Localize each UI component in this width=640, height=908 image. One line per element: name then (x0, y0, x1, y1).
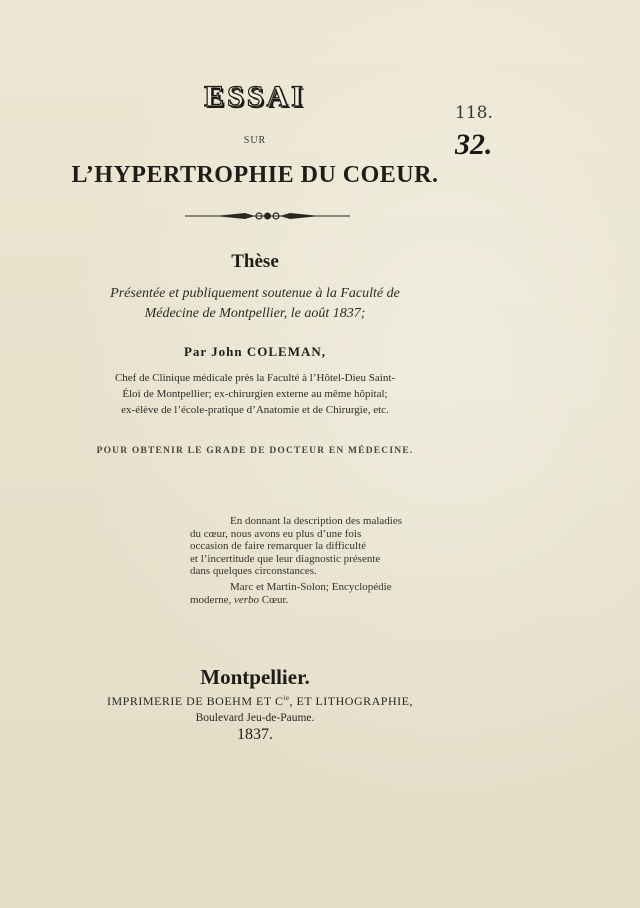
printer-suffix: , ET LITHOGRAPHIE, (289, 694, 413, 708)
these-heading: Thèse (231, 251, 279, 272)
imprint-city: Montpellier. (200, 665, 310, 689)
citation-italic-word: verbo (233, 593, 260, 606)
credentials-line-1: Chef de Clinique médicale près la Faculté à l’Hôtel-Dieu Saint- (114, 372, 396, 384)
thesis-title: L’HYPERTROPHIE DU COEUR. (71, 162, 439, 188)
epigraph-line-3: occasion de faire remarquer la difficulté (190, 540, 367, 553)
author-credentials (70, 370, 440, 418)
epigraph-line-2: du cœur, nous avons eu plus d’une fois (190, 527, 362, 540)
ornamental-rule (185, 209, 350, 223)
degree-statement: POUR OBTENIR LE GRADE DE DOCTEUR EN MÉDECINE. (96, 446, 414, 456)
printer-address: Boulevard Jeu-de-Paume. (195, 712, 315, 724)
printer-name: IMPRIMERIE DE BOEHM ET C (107, 694, 284, 708)
presentation-text (70, 284, 440, 324)
author-line: Par John COLEMAN, (183, 344, 327, 359)
publication-year: 1837. (237, 726, 273, 743)
epigraph-line-5: dans quelques circonstances. (190, 565, 317, 578)
epigraph-citation-line-2 (190, 594, 435, 607)
epigraph-line-1: En donnant la description des maladies (230, 515, 402, 527)
epigraph (190, 515, 435, 606)
credentials-line-3: ex-élève de l’école-pratique d’Anatomie et de Chirurgie, etc. (121, 404, 389, 416)
citation-suffix: Cœur. (259, 593, 289, 606)
handwritten-number: 32. (455, 128, 493, 161)
sur-label: SUR (243, 135, 267, 146)
presentation-line-1: Présentée et publiquement soutenue à la Faculté de (110, 286, 400, 301)
citation-prefix: moderne, (190, 593, 234, 606)
printer-line (75, 694, 445, 709)
credentials-line-2: Éloi de Montpellier; ex-chirurgien externe au même hôpital; (122, 388, 388, 400)
epigraph-citation-line-1: Marc et Martin-Solon; Encyclopédie (230, 580, 392, 593)
printer-superscript: ie (283, 694, 290, 702)
catalog-number: 118. (455, 103, 493, 123)
epigraph-line-4: et l’incertitude que leur diagnostic présente (190, 552, 381, 565)
presentation-line-2: Médecine de Montpellier, le août 1837; (144, 306, 366, 321)
essai-heading: ESSAI (204, 80, 306, 113)
